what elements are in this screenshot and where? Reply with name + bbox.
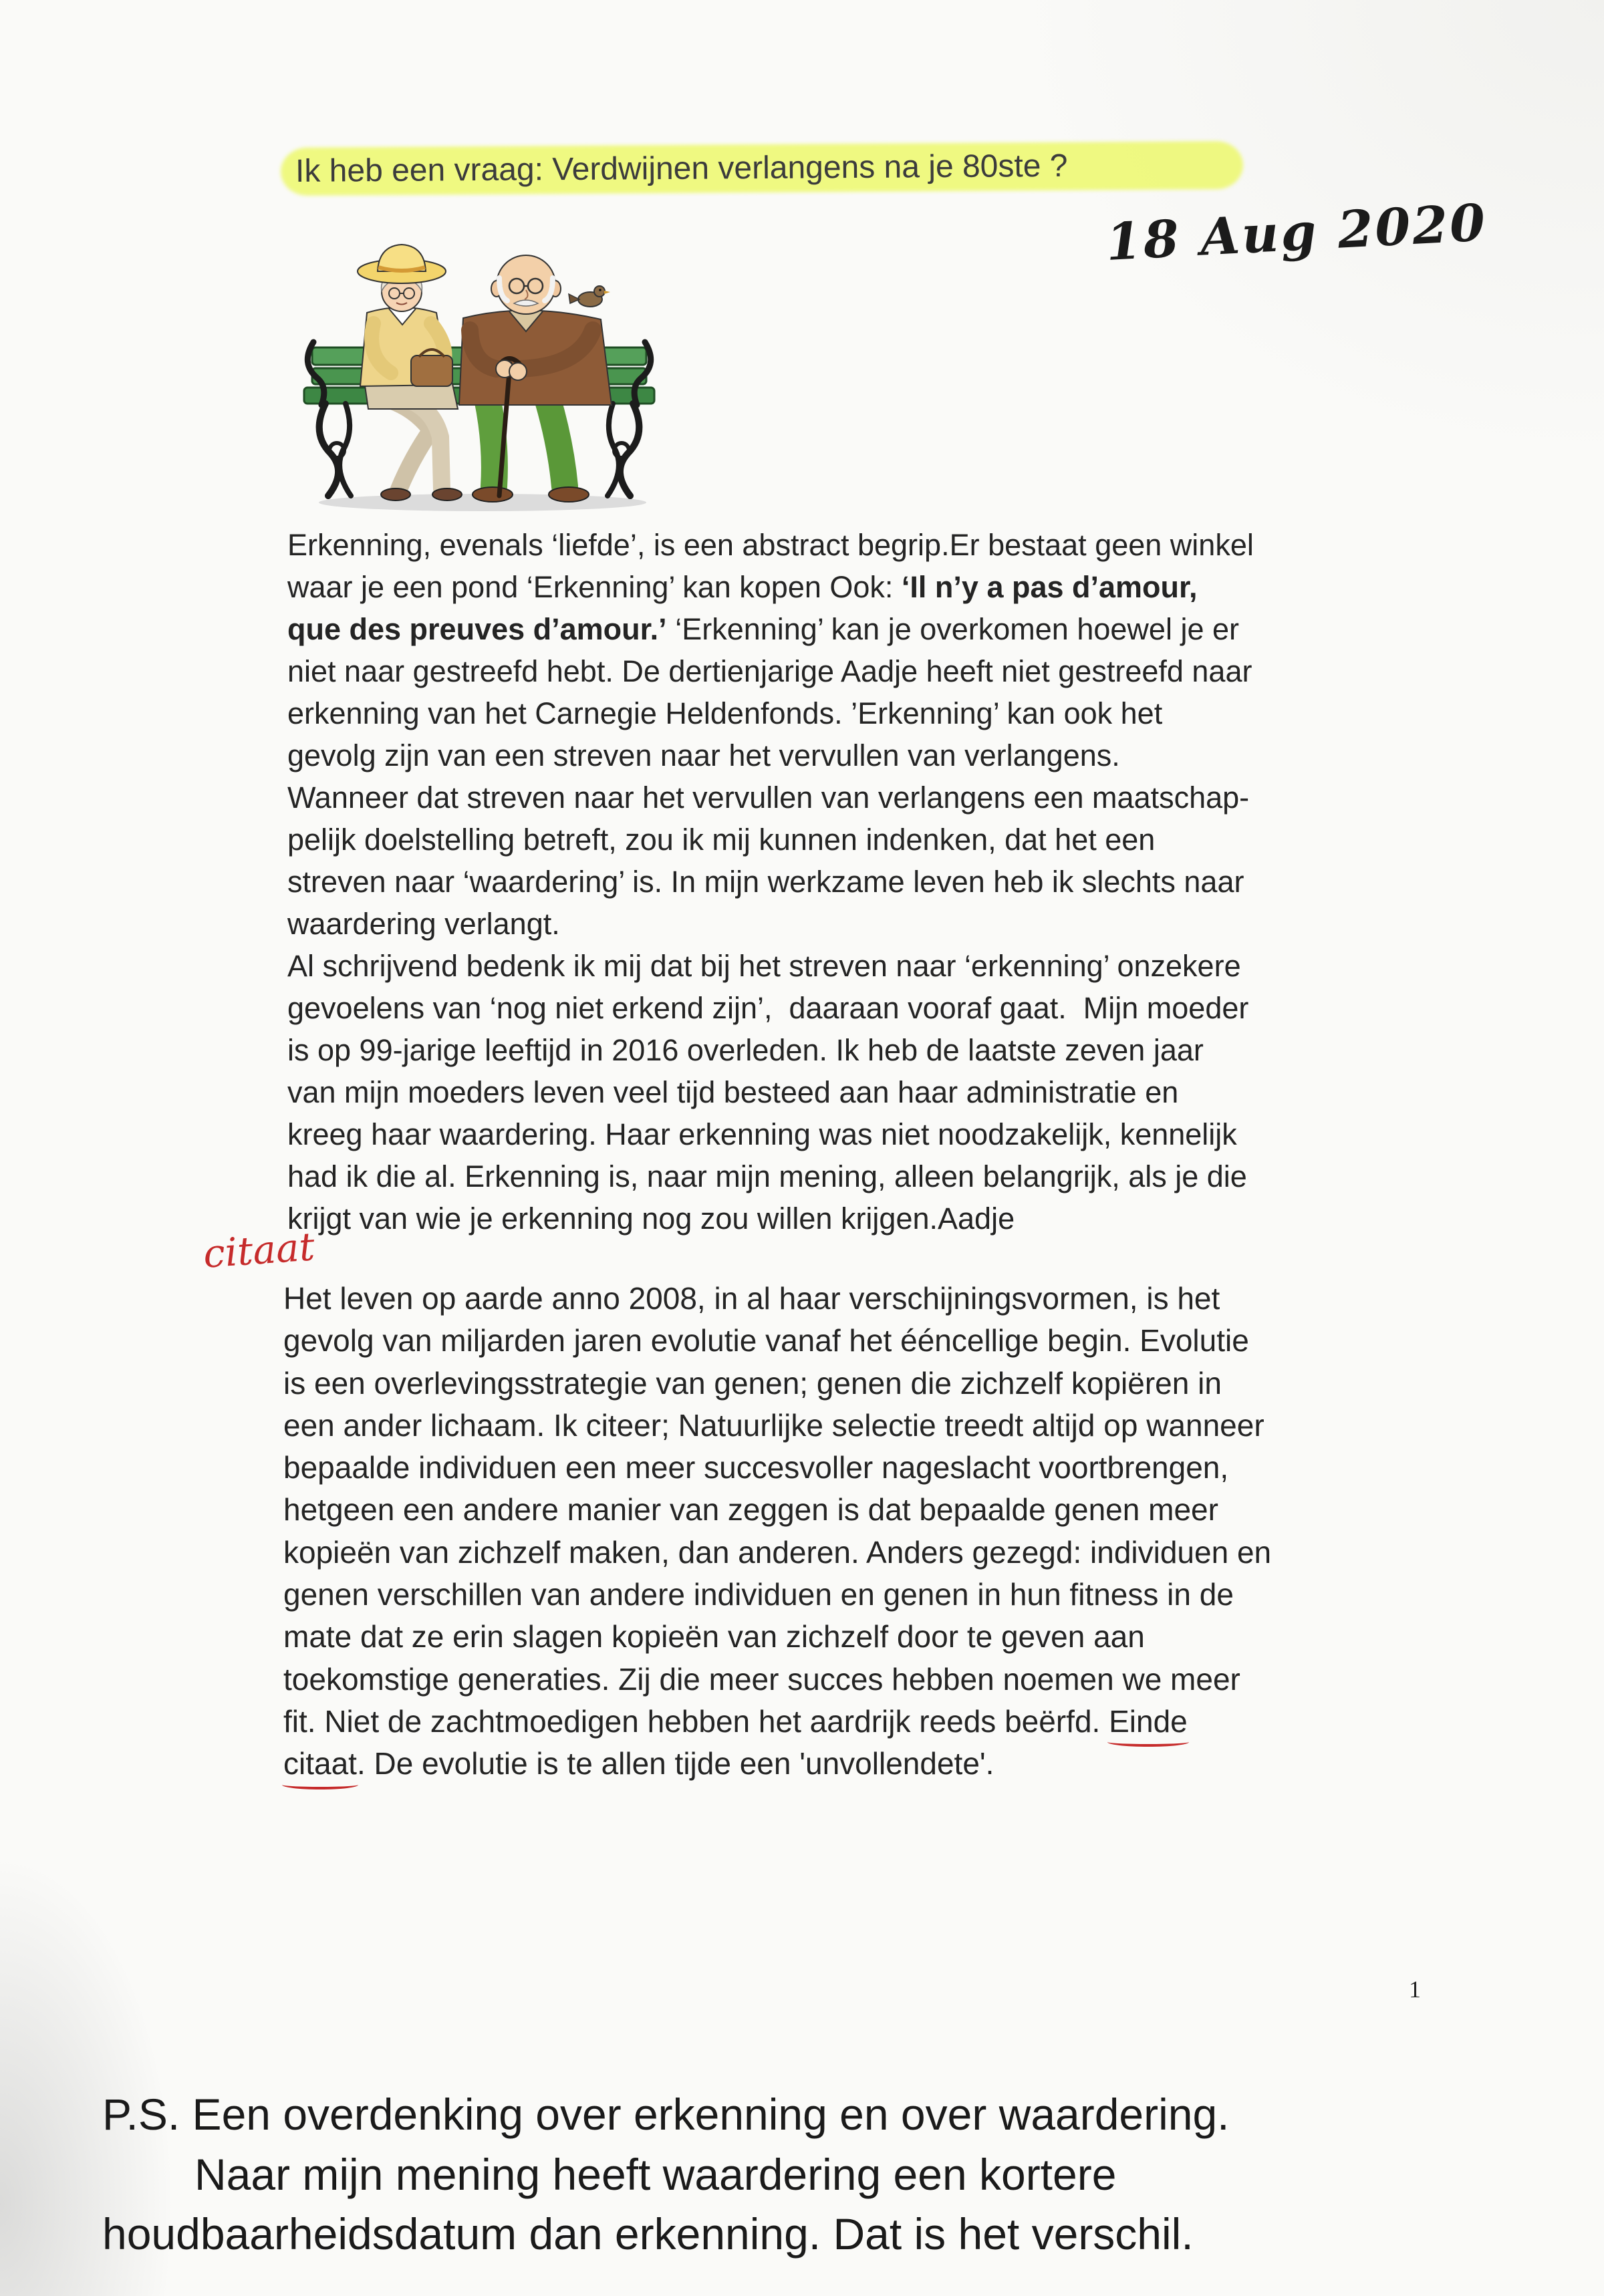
paragraph-line: Het leven op aarde anno 2008, in al haar verschijningsvormen, is het	[283, 1281, 1220, 1316]
paragraph-line: waardering verlangt.	[287, 907, 560, 941]
postscript-line: Naar mijn mening heeft waardering een kortere	[194, 2149, 1117, 2199]
paragraph-line: toekomstige generaties. Zij die meer succes hebben noemen we meer	[283, 1661, 1240, 1697]
postscript	[102, 2085, 1230, 2265]
line-text: fit. Niet de zachtmoedigen hebben het aardrijk reeds beërfd.	[283, 1703, 1109, 1739]
woman-figure	[358, 245, 462, 500]
paragraph-line: niet naar gestreefd hebt. De dertienjarige Aadje heeft niet gestreefd naar	[287, 654, 1252, 688]
paragraph-line	[287, 566, 1254, 608]
paragraph-line	[283, 1743, 1271, 1785]
paragraph-line: kopieën van zichzelf maken, dan anderen. Anders gezegd: individuen en	[283, 1534, 1272, 1570]
highlighted-title	[281, 138, 1244, 197]
paragraph-line: gevolg van miljarden jaren evolutie vanaf het ééncellige begin. Evolutie	[283, 1323, 1249, 1358]
paragraph-line: kreeg haar waardering. Haar erkenning was niet noodzakelijk, kennelijk	[287, 1117, 1237, 1151]
elderly-couple-on-bench-icon	[298, 230, 660, 516]
page-number: 1	[1409, 1976, 1421, 2003]
line-text: waar je een pond ‘Erkenning’ kan kopen Ook:	[287, 570, 902, 604]
postscript-line: P.S. Een overdenking over erkenning en over waardering.	[102, 2090, 1230, 2139]
paragraph-line: gevolg zijn van een streven naar het vervullen van verlangens.	[287, 738, 1120, 772]
paragraph-line: Wanneer dat streven naar het vervullen van verlangens een maatschap-	[287, 780, 1250, 815]
paragraph-line: pelijk doelstelling betreft, zou ik mij kunnen indenken, dat het een	[287, 823, 1156, 857]
postscript-line: houdbaarheidsdatum dan erkenning. Dat is het verschil.	[102, 2209, 1194, 2259]
paragraph-line: genen verschillen van andere individuen en genen in hun fitness in de	[283, 1577, 1234, 1612]
paragraph-line: mate dat ze erin slagen kopieën van zichzelf door te geven aan	[283, 1619, 1145, 1655]
handwritten-citaat-annotation: citaat	[201, 1224, 316, 1277]
page-title: Ik heb een vraag: Verdwijnen verlangens na je 80ste ?	[295, 148, 1068, 189]
paragraph-line: erkenning van het Carnegie Heldenfonds. ’Erkenning’ kan ook het	[287, 696, 1163, 730]
elderly-couple-illustration	[298, 230, 660, 516]
paragraph-line: een ander lichaam. Ik citeer; Natuurlijke selectie treedt altijd op wanneer	[283, 1407, 1264, 1443]
paragraph-line: streven naar ‘waardering’ is. In mijn werkzame leven heb ik slechts naar	[287, 865, 1244, 899]
paragraph-line: bepaalde individuen een meer succesvoller nageslacht voortbrengen,	[283, 1450, 1229, 1485]
paragraph-line: Al schrijvend bedenk ik mij dat bij het streven naar ‘erkenning’ onzekere	[287, 949, 1241, 983]
paragraph-line: hetgeen een andere manier van zeggen is dat bepaalde genen meer	[283, 1492, 1218, 1528]
handbag	[411, 355, 452, 386]
paragraph-line: Erkenning, evenals ‘liefde’, is een abstract begrip.Er bestaat geen winkel	[287, 528, 1254, 562]
red-underlined-word: Einde	[1109, 1701, 1188, 1743]
line-text: . De evolutie is te allen tijde een 'unvollendete'.	[356, 1746, 994, 1781]
paragraph-line: krijgt van wie je erkenning nog zou willen krijgen.Aadje	[287, 1201, 1015, 1236]
line-text: ‘Erkenning’ kan je overkomen hoewel je er	[666, 612, 1239, 646]
paragraph-line: is een overlevingsstrategie van genen; genen die zichzelf kopiëren in	[283, 1365, 1222, 1401]
paragraph-line	[283, 1701, 1271, 1743]
handwritten-date: 18 Aug 2020	[1104, 192, 1489, 272]
bold-quote: ‘Il n’y a pas d’amour,	[901, 570, 1198, 604]
paragraph-evolutie-quote	[283, 1278, 1271, 1785]
bold-quote: que des preuves d’amour.’	[287, 612, 667, 646]
paragraph-line: gevoelens van ‘nog niet erkend zijn’, daaraan vooraf gaat. Mijn moeder	[287, 991, 1249, 1025]
paragraph-line: had ik die al. Erkenning is, naar mijn mening, alleen belangrijk, als je die	[287, 1159, 1247, 1193]
paragraph-line	[287, 608, 1254, 650]
red-underlined-word: citaat	[283, 1743, 357, 1785]
paragraph-erkenning	[287, 524, 1254, 1240]
bird	[569, 286, 610, 307]
paragraph-line: van mijn moeders leven veel tijd besteed aan haar administratie en	[287, 1075, 1179, 1109]
paragraph-line: is op 99-jarige leeftijd in 2016 overleden. Ik heb de laatste zeven jaar	[287, 1033, 1204, 1067]
